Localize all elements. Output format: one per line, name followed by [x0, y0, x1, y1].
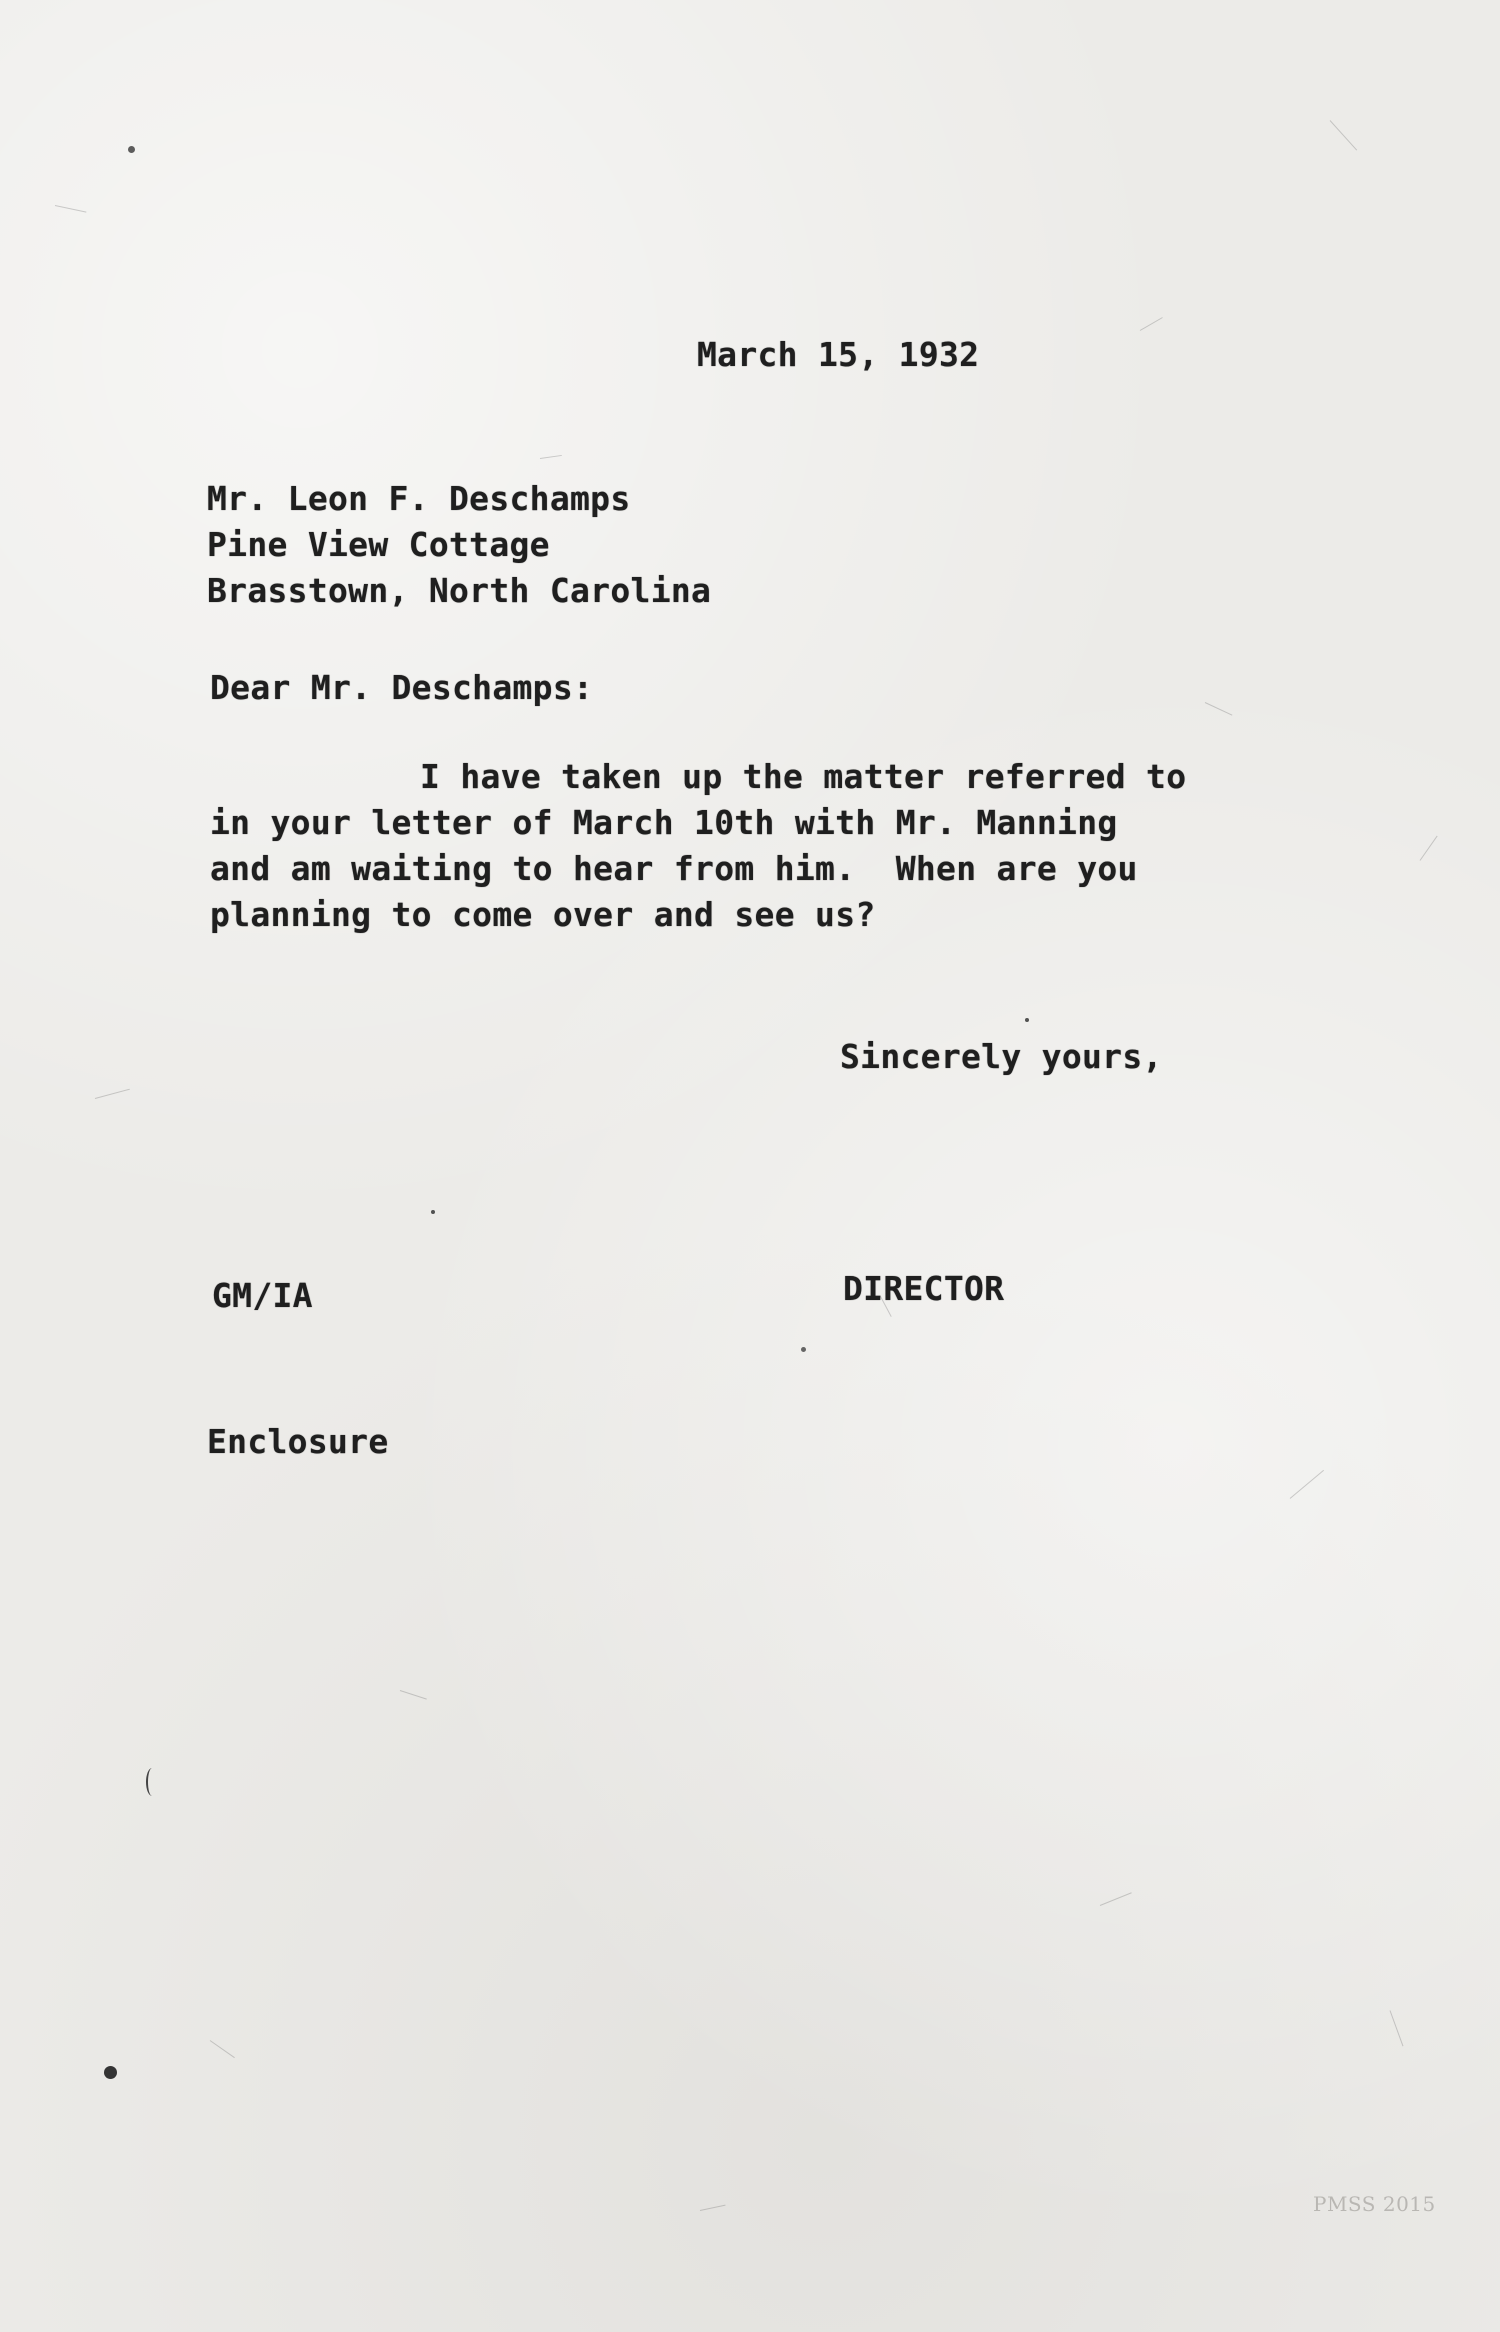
recipient-name: Mr. Leon F. Deschamps — [207, 479, 631, 518]
paper-fiber — [540, 455, 562, 459]
paper-fiber — [1290, 1470, 1324, 1499]
stray-mark — [146, 1768, 158, 1796]
body-line-4: planning to come over and see us? — [210, 895, 876, 934]
archive-watermark: PMSS 2015 — [1313, 2192, 1436, 2216]
paper-fiber — [95, 1089, 130, 1099]
paper-fiber — [1100, 1892, 1132, 1906]
paper-fiber — [1140, 317, 1163, 331]
paper-fiber — [400, 1690, 427, 1700]
paper-fiber — [1205, 702, 1233, 716]
ink-speck — [1025, 1018, 1029, 1022]
enclosure-note: Enclosure — [207, 1422, 389, 1461]
ink-speck — [801, 1347, 806, 1352]
paper-fiber — [1420, 836, 1438, 861]
recipient-address-line-2: Brasstown, North Carolina — [207, 571, 712, 610]
body-line-3: and am waiting to hear from him. When are you — [210, 849, 1138, 888]
reference-initials: GM/IA — [212, 1276, 313, 1315]
signatory-title: DIRECTOR — [843, 1269, 1005, 1308]
punch-hole-mark — [104, 2066, 117, 2079]
paper-fiber — [1390, 2010, 1404, 2046]
paper-fiber — [55, 205, 87, 213]
body-line-1: I have taken up the matter referred to — [420, 757, 1187, 796]
letter-date: March 15, 1932 — [697, 335, 980, 374]
closing: Sincerely yours, — [840, 1037, 1163, 1076]
salutation: Dear Mr. Deschamps: — [210, 668, 594, 707]
paper-fiber — [210, 2040, 235, 2058]
recipient-address-line-1: Pine View Cottage — [207, 525, 550, 564]
paper-fiber — [700, 2205, 726, 2211]
body-line-2: in your letter of March 10th with Mr. Manning — [210, 803, 1118, 842]
ink-speck — [431, 1210, 435, 1214]
paper-fiber — [1330, 120, 1358, 150]
ink-speck — [128, 146, 135, 153]
